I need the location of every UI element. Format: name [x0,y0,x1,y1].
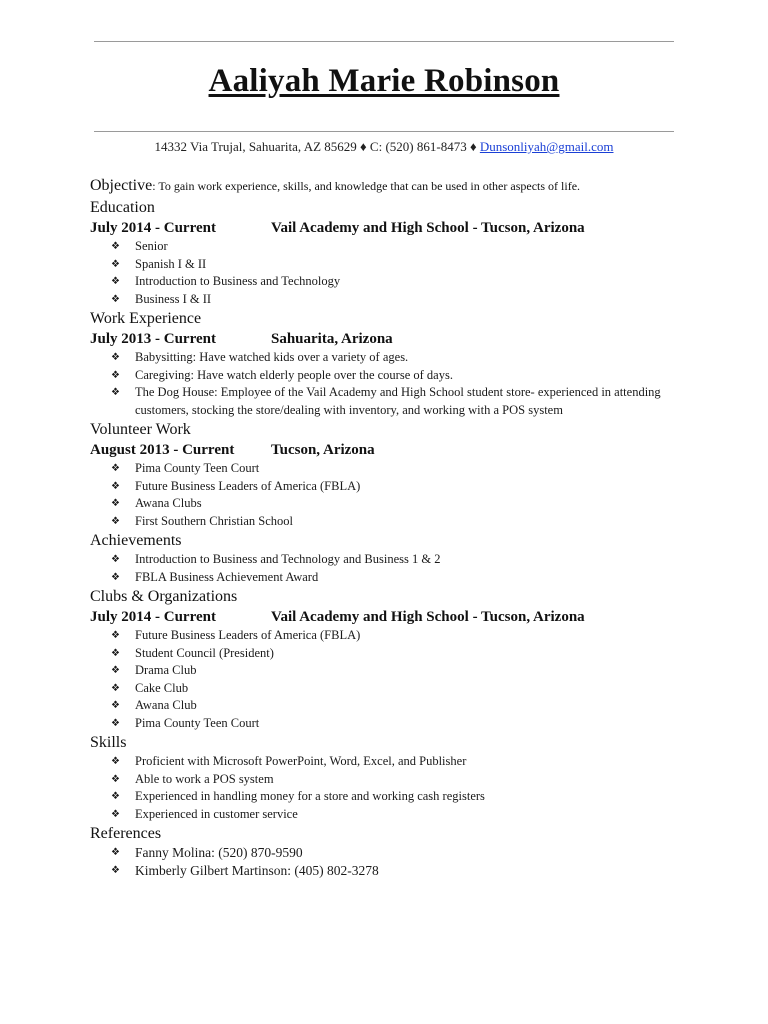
list-item: ❖ Future Business Leaders of America (FBLA) [90,478,680,496]
diamond-bullet-icon: ❖ [111,773,120,785]
objective-label: Objective [90,177,153,194]
email-link[interactable]: Dunsonliyah@gmail.com [479,139,614,154]
diamond-bullet-icon: ❖ [111,808,120,820]
diamond-bullet-icon: ❖ [111,480,120,492]
list-item: ❖ Pima County Teen Court [90,715,680,733]
objective-section [90,175,680,197]
resume-name: Aaliyah Marie Robinson [208,63,560,99]
list-item: ❖ Business I & II [90,291,680,309]
list-item: ❖ Experienced in handling money for a store and working cash registers [90,788,680,806]
work-title: Work Experience [90,310,202,327]
skills-title: Skills [90,734,127,751]
list-item: ❖ Babysitting: Have watched kids over a variety of ages. [90,349,680,367]
education-list [90,238,680,308]
objective-text: : To gain work experience, skills, and knowledge that can be used in other aspects of life. [152,179,581,193]
diamond-bullet-icon: ❖ [111,352,120,363]
references-list [90,844,680,880]
diamond-bullet-icon: ❖ [111,756,120,767]
list-item: ❖ Introduction to Business and Technology and Business 1 & 2 [90,551,680,569]
diamond-bullet-icon: ❖ [111,665,120,676]
diamond-bullet-icon: ❖ [111,682,120,694]
diamond-bullet-icon: ❖ [111,571,120,583]
header-divider [94,131,674,132]
phone: C: (520) 861-8473 [369,139,467,154]
education-entry [90,218,680,238]
clubs-title: Clubs & Organizations [90,588,238,605]
list-item: ❖ Student Council (President) [90,645,680,663]
clubs-place: Vail Academy and High School - Tucson, Arizona [271,609,585,625]
resume-body [90,175,680,880]
list-item: ❖ Kimberly Gilbert Martinson: (405) 802-3278 [111,863,379,878]
diamond-bullet-icon: ❖ [111,515,120,527]
diamond-bullet-icon: ❖ [111,369,120,381]
diamond-bullet-icon: ❖ [111,387,120,398]
list-item: ❖ Awana Clubs [90,495,680,513]
skills-list [90,753,680,823]
list-item: ❖ Proficient with Microsoft PowerPoint, Word, Excel, and Publisher [90,753,680,771]
achievements-list [90,551,680,586]
education-title: Education [90,199,155,216]
separator-icon: ♦ [469,139,477,154]
list-item: ❖ Pima County Teen Court [90,460,680,478]
diamond-bullet-icon: ❖ [111,847,120,858]
list-item: ❖ Fanny Molina: (520) 870-9590 [111,845,303,860]
list-item: ❖ Senior [90,238,680,256]
volunteer-place: Tucson, Arizona [271,442,375,458]
diamond-bullet-icon: ❖ [111,554,120,565]
education-place: Vail Academy and High School - Tucson, Arizona [271,220,585,236]
list-item: ❖ Caregiving: Have watch elderly people over the course of days. [90,367,680,385]
contact-line [0,139,768,155]
clubs-date: July 2014 - Current [90,609,216,625]
list-item: ❖ Experienced in customer service [90,806,680,824]
volunteer-title: Volunteer Work [90,421,191,438]
list-item: ❖ Drama Club [90,662,680,680]
diamond-bullet-icon: ❖ [111,463,120,474]
top-divider [94,41,674,42]
list-item: ❖ The Dog House: Employee of the Vail Academy and High School student store- experienced in attending customers, stocking the store/dealing with inventory, and working with a POS system [111,385,661,417]
achievements-title: Achievements [90,532,182,549]
list-item: ❖ Introduction to Business and Technology [90,273,680,291]
diamond-bullet-icon: ❖ [111,630,120,641]
work-date: July 2013 - Current [90,331,216,347]
work-place: Sahuarita, Arizona [271,331,393,347]
diamond-bullet-icon: ❖ [111,865,120,876]
diamond-bullet-icon: ❖ [111,258,120,270]
diamond-bullet-icon: ❖ [111,647,120,659]
work-entry [90,329,680,349]
diamond-bullet-icon: ❖ [111,717,120,729]
clubs-list [90,627,680,732]
diamond-bullet-icon: ❖ [111,276,120,287]
volunteer-entry [90,440,680,460]
list-item: ❖ First Southern Christian School [90,513,680,531]
diamond-bullet-icon: ❖ [111,791,120,802]
work-list [90,349,680,419]
list-item: ❖ Spanish I & II [90,256,680,274]
volunteer-list [90,460,680,530]
list-item: ❖ Future Business Leaders of America (FBLA) [90,627,680,645]
list-item: ❖ Able to work a POS system [90,771,680,789]
diamond-bullet-icon: ❖ [111,700,120,711]
diamond-bullet-icon: ❖ [111,293,120,305]
list-item: ❖ Awana Club [90,697,680,715]
clubs-entry [90,607,680,627]
education-date: July 2014 - Current [90,220,216,236]
diamond-bullet-icon: ❖ [111,498,120,509]
separator-icon: ♦ [360,139,367,154]
list-item: ❖ Cake Club [90,680,680,698]
address: 14332 Via Trujal, Sahuarita, AZ 85629 [154,139,357,154]
diamond-bullet-icon: ❖ [111,241,120,252]
volunteer-date: August 2013 - Current [90,442,235,458]
list-item: ❖ FBLA Business Achievement Award [90,569,680,587]
references-title: References [90,825,162,842]
